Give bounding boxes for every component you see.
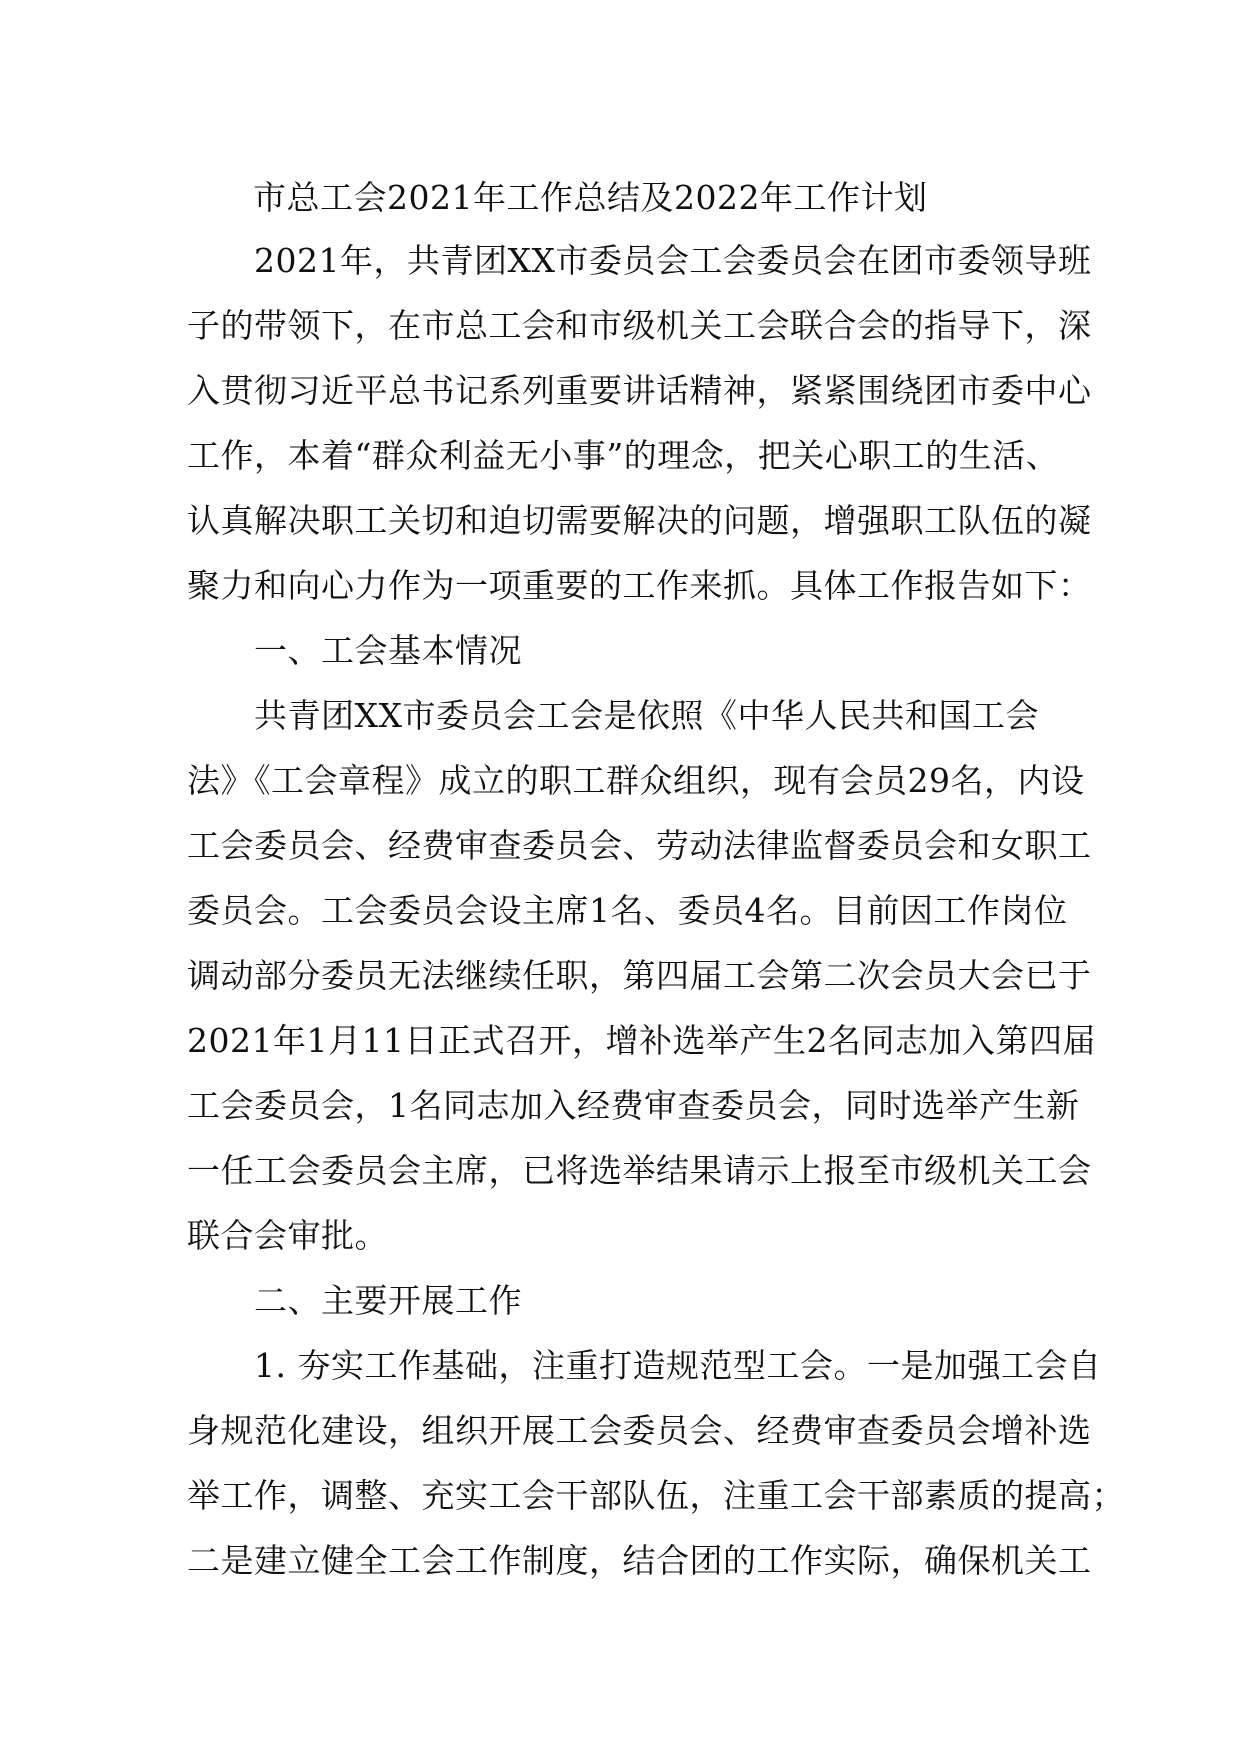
body-line: 二是建立健全工会工作制度，结合团的工作实际，确保机关工 xyxy=(187,1541,1092,1580)
body-line: 举工作，调整、充实工会干部队伍，注重工会干部素质的提高； xyxy=(187,1476,1125,1515)
section-heading: 二、主要开展工作 xyxy=(187,1281,522,1320)
body-line: 法》《工会章程》成立的职工群众组织，现有会员29名，内设 xyxy=(187,761,1085,800)
body-line: 身规范化建设，组织开展工会委员会、经费审查委员会增补选 xyxy=(187,1411,1092,1450)
body-line: 联合会审批。 xyxy=(187,1216,388,1255)
body-line: 工作，本着“群众利益无小事”的理念，把关心职工的生活、 xyxy=(187,436,1060,475)
section-heading: 一、工会基本情况 xyxy=(187,631,522,670)
body-line: 2021年1月11日正式召开，增补选举产生2名同志加入第四届 xyxy=(187,1021,1096,1060)
body-line: 工会委员会，1名同志加入经费审查委员会，同时选举产生新 xyxy=(187,1086,1080,1125)
body-line: 子的带领下，在市总工会和市级机关工会联合会的指导下，深 xyxy=(187,306,1092,345)
body-line: 委员会。工会委员会设主席1名、委员4名。目前因工作岗位 xyxy=(187,891,1068,930)
body-line: 工会委员会、经费审查委员会、劳动法律监督委员会和女职工 xyxy=(187,826,1092,865)
body-line: 认真解决职工关切和迫切需要解决的问题，增强职工队伍的凝 xyxy=(187,501,1092,540)
document-title: 市总工会2021年工作总结及2022年工作计划 xyxy=(253,178,928,217)
body-line: 聚力和向心力作为一项重要的工作来抓。具体工作报告如下： xyxy=(187,566,1092,605)
body-line: 共青团XX市委员会工会是依照《中华人民共和国工会 xyxy=(187,696,1039,735)
body-line: 调动部分委员无法继续任职，第四届工会第二次会员大会已于 xyxy=(187,956,1092,995)
body-line: 1. 夯实工作基础，注重打造规范型工会。一是加强工会自 xyxy=(187,1346,1102,1385)
body-line: 一任工会委员会主席，已将选举结果请示上报至市级机关工会 xyxy=(187,1151,1092,1190)
body-line: 入贯彻习近平总书记系列重要讲话精神，紧紧围绕团市委中心 xyxy=(187,371,1092,410)
body-line: 2021年，共青团XX市委员会工会委员会在团市委领导班 xyxy=(187,241,1092,280)
document-body xyxy=(187,168,1125,1593)
